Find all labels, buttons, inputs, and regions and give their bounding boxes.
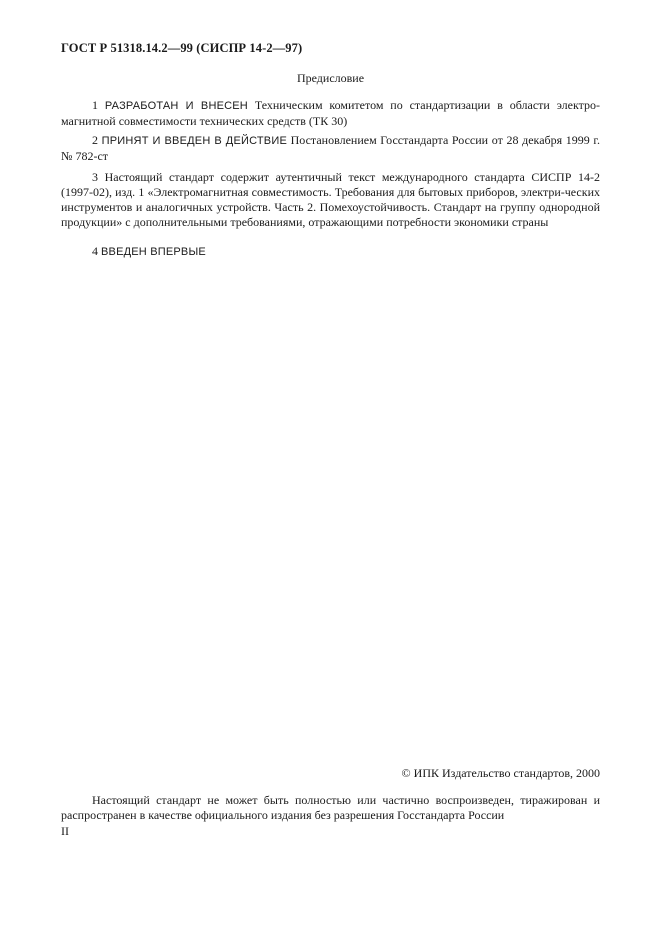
item-text: Настоящий стандарт содержит аутентичный текст международного стандарта СИСПР 14-2 (1997-02), изд. 1 «Электромагнитная совместимость. Требования для бытовых приборов, электри-ческих инструментов и аналогичных устройств. Часть 2. Помехоустойчивость. Стандарт на группу однородной продукции» с дополнительными требованиями, отражающими потребности экономики страны xyxy=(61,170,601,229)
item-lead: РАЗРАБОТАН И ВНЕСЕН xyxy=(104,100,248,112)
item-number: 2 xyxy=(92,133,98,147)
item-number: 3 xyxy=(92,170,98,184)
section-title: Предисловие xyxy=(296,71,365,85)
copyright-line: © ИПК Издательство стандартов, 2000 xyxy=(401,766,600,780)
foreword-item-2 xyxy=(61,133,600,164)
item-text: Постановлением Госстандарта России от 28 декабря 1999 г. № 782-ст xyxy=(61,133,601,163)
item-lead: ПРИНЯТ И ВВЕДЕН В ДЕЙСТВИЕ xyxy=(101,135,287,147)
item-number: 1 xyxy=(92,98,98,112)
reproduction-notice: Настоящий стандарт не может быть полностью или частично воспроизведен, тиражирован и распространен в качестве официального издания без разрешения Госстандарта России xyxy=(61,793,600,822)
foreword-item-4 xyxy=(61,244,600,260)
item-number: 4 xyxy=(92,244,98,258)
foreword-item-1 xyxy=(61,98,600,129)
document-header: ГОСТ Р 51318.14.2—99 (СИСПР 14-2—97) xyxy=(61,41,303,55)
item-lead: ВВЕДЕН ВПЕРВЫЕ xyxy=(101,246,206,258)
item-text: Техническим комитетом по стандартизации в области электро-магнитной совместимости технических средств (ТК 30) xyxy=(61,98,601,128)
page-number: II xyxy=(61,824,69,838)
foreword-item-3 xyxy=(61,170,600,230)
